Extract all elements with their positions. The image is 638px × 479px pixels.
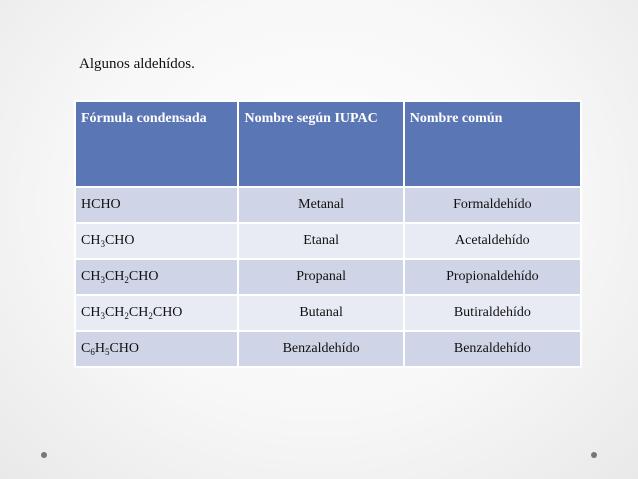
header-iupac-name: Nombre según IUPAC (238, 101, 403, 187)
common-name-cell: Formaldehído (404, 187, 581, 223)
common-name-cell: Propionaldehído (404, 259, 581, 295)
formula-cell (75, 187, 238, 223)
formula-subscript: 2 (124, 311, 129, 321)
formula-cell (75, 259, 238, 295)
formula-text: CHO (104, 233, 135, 248)
formula-text: CH (81, 269, 101, 284)
table-row (75, 187, 581, 223)
formula-text: CH (81, 305, 101, 320)
aldehydes-table (74, 100, 582, 368)
formula-cell (75, 223, 238, 259)
bottom-left-dot (41, 452, 47, 458)
formula-text: CHO (128, 269, 159, 284)
formula-subscript: 5 (104, 347, 110, 357)
header-formula: Fórmula condensada (75, 101, 238, 187)
formula-text: CH (104, 305, 125, 320)
formula-text: CH (81, 233, 101, 248)
formula-text: CH (104, 269, 125, 284)
formula-text: HCHO (81, 197, 121, 212)
formula-subscript: 3 (100, 311, 105, 321)
formula-subscript: 6 (90, 347, 95, 357)
common-name-cell: Butiraldehído (404, 295, 581, 331)
formula-subscript: 2 (148, 311, 153, 321)
formula-cell (75, 331, 238, 367)
common-name-cell: Benzaldehído (404, 331, 581, 367)
iupac-name-cell: Benzaldehído (238, 331, 403, 367)
iupac-name-cell: Propanal (238, 259, 403, 295)
iupac-name-cell: Metanal (238, 187, 403, 223)
iupac-name-cell: Etanal (238, 223, 403, 259)
formula-text: C (81, 341, 91, 356)
formula-text: CHO (109, 341, 140, 356)
formula-subscript: 2 (124, 275, 129, 285)
bottom-right-dot (591, 452, 597, 458)
table-row (75, 223, 581, 259)
table-row (75, 295, 581, 331)
slide-title: Algunos aldehídos. (79, 56, 195, 72)
formula-text: H (94, 341, 105, 356)
header-common-name: Nombre común (404, 101, 581, 187)
formula-cell (75, 295, 238, 331)
common-name-cell: Acetaldehído (404, 223, 581, 259)
table-header-row (75, 101, 581, 187)
table-row (75, 331, 581, 367)
formula-text: CH (128, 305, 149, 320)
formula-subscript: 3 (100, 239, 105, 249)
formula-text: CHO (152, 305, 183, 320)
table-row (75, 259, 581, 295)
formula-subscript: 3 (100, 275, 105, 285)
iupac-name-cell: Butanal (238, 295, 403, 331)
